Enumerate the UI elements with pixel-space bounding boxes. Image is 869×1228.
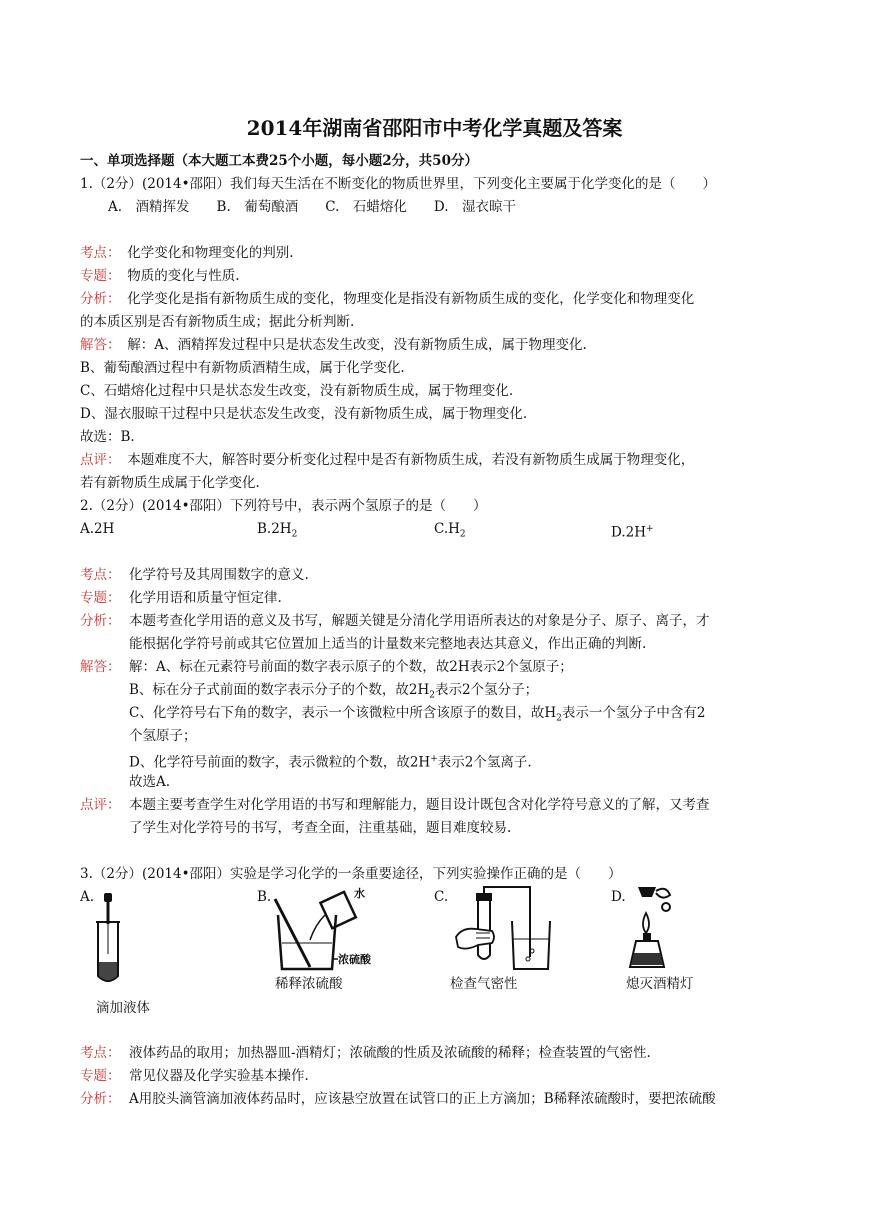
q2-jieda-5-pre: D、化学符号前面的数字，表示微粒的个数，故2H	[129, 754, 431, 771]
q2-jieda-text-2	[129, 680, 538, 706]
q1-jieda	[80, 335, 587, 355]
q3-kaodian-text: 液体药品的取用；加热器皿-酒精灯；浓硫酸的性质及浓硫酸的稀释；检查装置的气密性.	[129, 1045, 651, 1061]
q2-dianping-text-2: 了学生对化学符号的书写，考查全面，注重基础，题目难度较易.	[129, 820, 512, 836]
label-kaodian: 考点：	[80, 567, 121, 583]
q3-fenxi	[80, 1089, 121, 1109]
q2-option-c-text: C.H	[434, 521, 460, 537]
q1-fenxi-text-2: 的本质区别是否有新物质生成；据此分析判断.	[80, 314, 355, 330]
section-heading: 一、单项选择题（本大题工本费25个小题，每小题2分，共50分）	[80, 153, 478, 169]
q1-dianping	[80, 450, 694, 470]
q1-zhuanti-text: 物质的变化与性质.	[113, 268, 240, 284]
q2-kaodian	[80, 565, 121, 585]
label-zhuanti: 专题：	[80, 1068, 121, 1084]
q1-dianping-text-1: 本题难度不大，解答时要分析变化过程中是否有新物质生成，若没有新物质生成属于物理变化，	[113, 452, 695, 468]
q2-option-d	[611, 519, 654, 543]
label-fenxi: 分析：	[80, 291, 114, 307]
q3-zhuanti-text: 常见仪器及化学实验基本操作.	[129, 1068, 309, 1084]
q3-option-a: A.	[80, 889, 95, 905]
q1-kaodian	[80, 243, 294, 263]
q3-option-b: B.	[257, 889, 272, 905]
q2-jieda	[80, 657, 121, 677]
q2-jieda-text-5	[129, 749, 532, 773]
q2-option-d-text: D.2H	[611, 524, 646, 541]
q1-jieda-text-3: C、石蜡熔化过程中只是状态发生改变，没有新物质生成，属于物理变化.	[80, 383, 514, 399]
q2-jieda-2-sub: 2	[429, 690, 436, 701]
q1-zhuanti	[80, 266, 240, 286]
q2-kaodian-text: 化学符号及其周围数字的意义.	[129, 567, 309, 583]
label-jieda: 解答：	[80, 659, 121, 675]
label-dianping: 点评：	[80, 452, 114, 468]
q2-jieda-text-6: 故选A.	[129, 774, 171, 790]
q1-jieda-text-1: 解：A、酒精挥发过程中只是状态发生改变，没有新物质生成，属于物理变化.	[113, 337, 587, 353]
q2-fenxi	[80, 611, 121, 631]
q2-dianping	[80, 795, 121, 815]
q2-jieda-2-pre: B、标在分子式前面的数字表示分子的个数，故2H	[129, 682, 430, 698]
q2-option-d-sup: +	[646, 524, 654, 534]
label-kaodian: 考点：	[80, 245, 114, 261]
q3-caption-b: 稀释浓硫酸	[275, 976, 343, 992]
q2-jieda-2-post: 表示2个氢分子；	[435, 682, 539, 698]
q1-jieda-text-2: B、葡萄酿酒过程中有新物质酒精生成，属于化学变化.	[80, 360, 405, 376]
q2-jieda-5-post: 表示2个氢离子.	[437, 754, 532, 771]
fig-b-label-acid: 浓硫酸	[338, 953, 371, 966]
q2-jieda-text-3	[129, 703, 705, 729]
q1-dianping-text-2: 若有新物质生成属于化学变化.	[80, 475, 260, 491]
q3-kaodian	[80, 1043, 121, 1063]
q2-zhuanti	[80, 588, 121, 608]
q3-caption-d: 熄灭酒精灯	[626, 976, 694, 992]
q2-option-c	[434, 519, 466, 545]
q1-kaodian-text: 化学变化和物理变化的判别.	[113, 245, 294, 261]
q2-jieda-3-pre: C、化学符号右下角的数字，表示一个该微粒中所含该原子的数目，故H	[129, 705, 557, 721]
q2-jieda-3-post: 表示一个氢分子中含有2	[561, 705, 706, 721]
q2-stem: 2.（2分）(2014•邵阳）下列符号中，表示两个氢原子的是（ ）	[80, 498, 487, 514]
q2-fenxi-text-2: 能根据化学符号前或其它位置加上适当的计量数来完整地表达其意义，作出正确的判断.	[129, 636, 647, 652]
label-fenxi: 分析：	[80, 1091, 121, 1107]
q1-fenxi	[80, 289, 694, 309]
q2-option-b	[257, 519, 297, 545]
label-zhuanti: 专题：	[80, 268, 114, 284]
figure-airtightness-check	[452, 885, 562, 975]
label-fenxi: 分析：	[80, 613, 121, 629]
label-kaodian: 考点：	[80, 1045, 121, 1061]
q2-fenxi-text-1: 本题考查化学用语的意义及书写，解题关键是分清化学用语所表达的对象是分子、原子、离子，才	[129, 613, 710, 629]
q3-option-c: C.	[434, 889, 449, 905]
q2-option-b-text: B.2H	[257, 521, 292, 537]
q3-zhuanti	[80, 1066, 121, 1086]
q2-jieda-text-1: 解：A、标在元素符号前面的数字表示原子的个数，故2H表示2个氢原子；	[129, 659, 573, 675]
q3-fenxi-text-1: A用胶头滴管滴加液体药品时，应该悬空放置在试管口的正上方滴加；B稀释浓硫酸时，要把浓硫酸	[129, 1091, 716, 1107]
q3-caption-a: 滴加液体	[96, 1000, 150, 1016]
q1-options: A. 酒精挥发 B. 葡萄酿酒 C. 石蜡熔化 D. 湿衣晾干	[108, 199, 517, 215]
q1-stem: 1.（2分）(2014•邵阳）我们每天生活在不断变化的物质世界里，下列变化主要属于化学变化的是（ ）	[80, 176, 717, 192]
q1-fenxi-text-1: 化学变化是指有新物质生成的变化，物理变化是指没有新物质生成的变化，化学变化和物理变化	[113, 291, 695, 307]
label-zhuanti: 专题：	[80, 590, 121, 606]
q2-dianping-text-1: 本题主要考查学生对化学用语的书写和理解能力，题目设计既包含对化学符号意义的了解，又考查	[129, 797, 710, 813]
label-dianping: 点评：	[80, 797, 121, 813]
q2-option-c-sub: 2	[459, 529, 466, 540]
q3-stem: 3.（2分）(2014•邵阳）实验是学习化学的一条重要途径，下列实验操作正确的是（ ）	[80, 866, 622, 882]
figure-dropping-liquid	[88, 890, 128, 986]
q2-jieda-5-sup: +	[430, 754, 438, 764]
q2-zhuanti-text: 化学用语和质量守恒定律.	[129, 590, 282, 606]
q3-option-d: D.	[611, 889, 626, 905]
label-jieda: 解答：	[80, 337, 114, 353]
q1-jieda-text-5: 故选：B.	[80, 429, 135, 445]
page-title: 2014年湖南省邵阳市中考化学真题及答案	[246, 116, 623, 140]
q3-caption-c: 检查气密性	[450, 976, 518, 992]
q1-jieda-text-4: D、湿衣服晾干过程中只是状态发生改变，没有新物质生成，属于物理变化.	[80, 406, 528, 422]
q2-jieda-3-sub: 2	[556, 713, 562, 724]
fig-b-label-water: 水	[354, 887, 365, 900]
figure-diluting-acid	[270, 885, 380, 975]
q2-option-b-sub: 2	[291, 529, 298, 540]
q2-option-a: A.2H	[80, 521, 115, 537]
figure-alcohol-lamp	[626, 883, 696, 975]
q2-jieda-text-4: 个氢原子；	[129, 728, 197, 744]
